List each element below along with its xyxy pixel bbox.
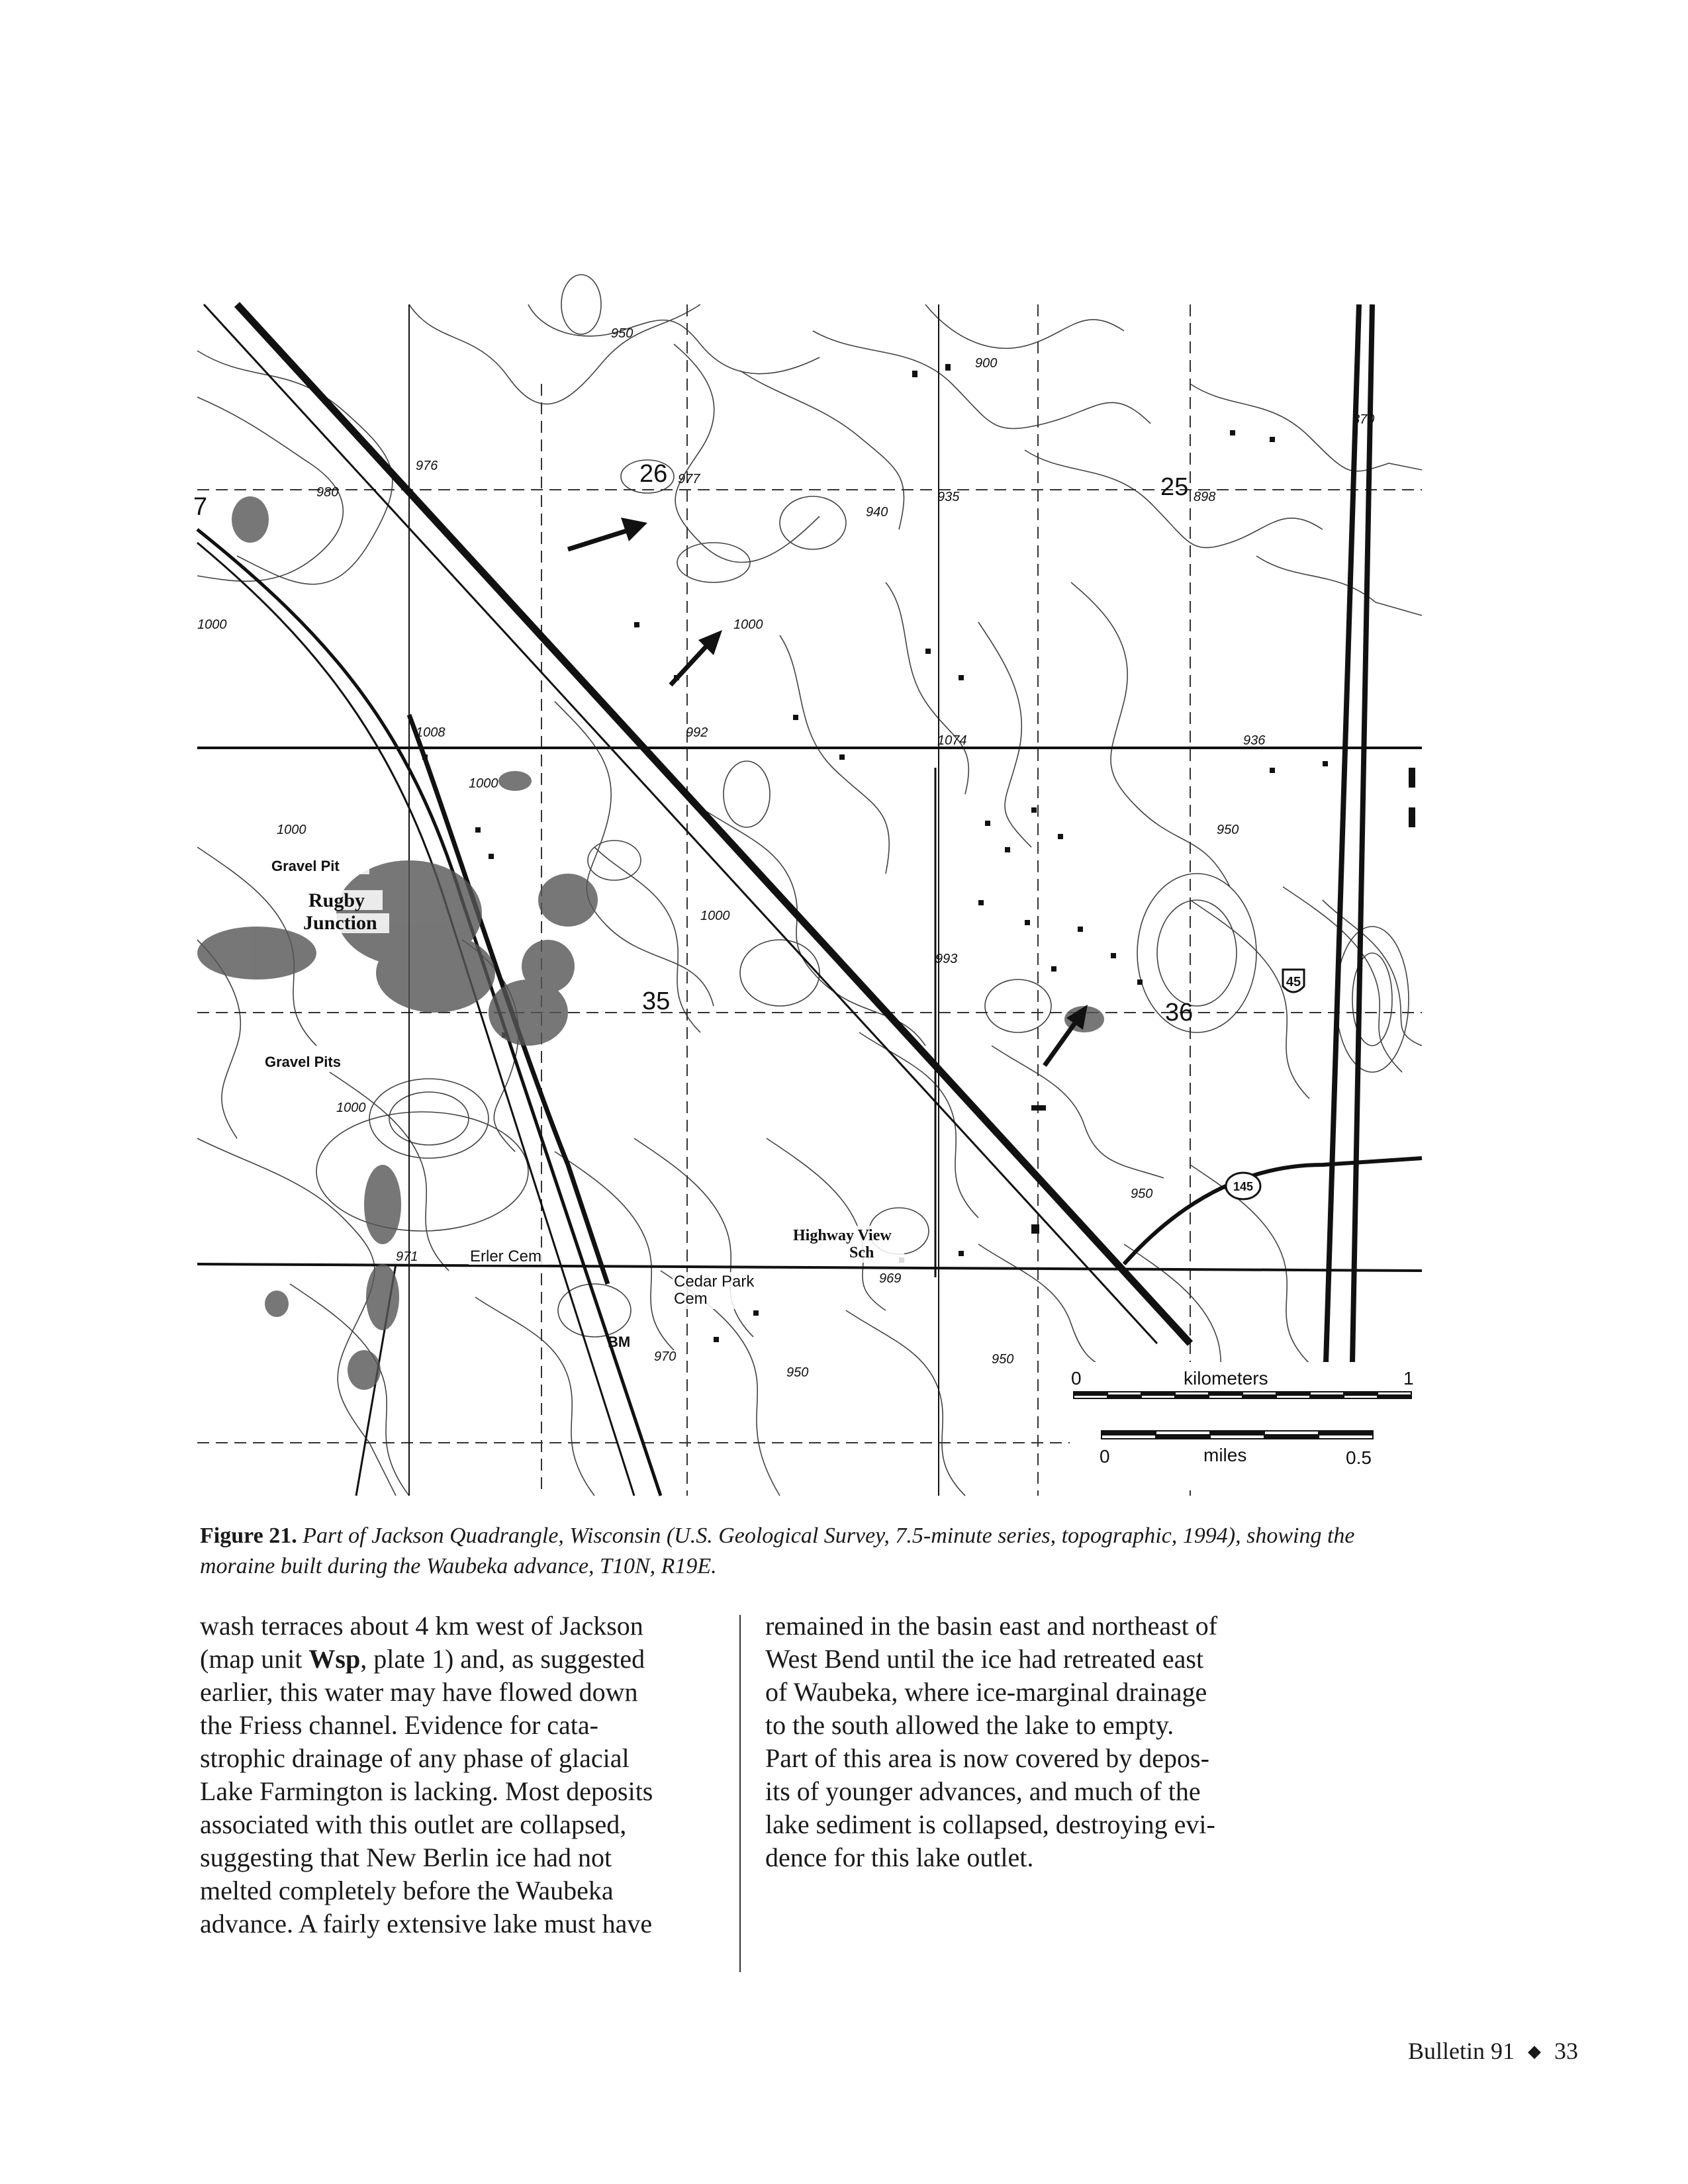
elevation-label: 1008 — [416, 725, 445, 740]
figure-number: Figure 21. — [200, 1524, 297, 1548]
place-label-erler-cem: Erler Cem — [470, 1248, 542, 1265]
elevation-label: 1074 — [937, 733, 967, 748]
map-svg — [193, 304, 1422, 1496]
elevation-label: 977 — [678, 472, 700, 486]
place-label-junction: Junction — [303, 912, 377, 934]
scale-km-label: kilometers — [1184, 1368, 1268, 1388]
elevation-label: 950 — [611, 326, 633, 341]
route-shield-145-label: 145 — [1233, 1180, 1254, 1193]
elevation-label: 936 — [1243, 733, 1266, 748]
section-number-26: 26 — [639, 460, 668, 488]
scale-km-end: 1 — [1403, 1368, 1414, 1388]
scale-mi-label: miles — [1203, 1445, 1247, 1465]
elevation-label: 950 — [786, 1365, 809, 1380]
elevation-label: 976 — [416, 459, 438, 473]
scale-mi-start: 0 — [1100, 1446, 1110, 1467]
elevation-label: 993 — [935, 952, 958, 966]
scale-mi-bar — [1102, 1431, 1373, 1439]
place-label-rugby: Rugby — [308, 889, 365, 911]
elevation-label: 950 — [992, 1352, 1014, 1367]
scale-km-bar — [1074, 1392, 1411, 1398]
place-label-cedar-park: Cedar Park — [674, 1273, 755, 1291]
elevation-label: 992 — [686, 725, 708, 740]
elevation-label: 969 — [879, 1271, 902, 1286]
figure-caption-text: Part of Jackson Quadrangle, Wisconsin (U.S. Geological Survey, 7.5-minute series, topographic, 1994), showing the moraine built during the Waubeka advance, T10N, R19E. — [200, 1524, 1355, 1578]
elevation-label: 898 — [1194, 490, 1216, 504]
elevation-label: 970 — [654, 1349, 677, 1364]
scale-bar — [1070, 1362, 1422, 1488]
body-column-left — [200, 1610, 716, 1940]
section-number-7: 7 — [193, 493, 208, 521]
elevation-label: 950 — [1131, 1187, 1153, 1201]
elevation-label: 980 — [316, 485, 339, 500]
elevation-label: 1000 — [277, 823, 306, 837]
elevation-label: 1000 — [197, 617, 227, 632]
section-number-36: 36 — [1165, 999, 1194, 1026]
place-label-sch: Sch — [849, 1244, 874, 1261]
topographic-map — [193, 304, 1422, 1496]
place-label-gravel-pit: Gravel Pit — [271, 858, 340, 874]
publication-name: Bulletin 91 — [1408, 2038, 1515, 2064]
route-shield-45 — [1283, 970, 1304, 992]
map-unit-code: Wsp — [308, 1644, 361, 1674]
route-shield-45-label: 45 — [1286, 975, 1301, 989]
page-number: 33 — [1554, 2038, 1578, 2064]
elevation-label: 1000 — [336, 1101, 366, 1115]
section-number-35: 35 — [642, 987, 671, 1015]
elevation-label: 1000 — [469, 776, 498, 791]
elevation-label: 950 — [1217, 823, 1239, 837]
elevation-label: 1000 — [700, 909, 730, 923]
place-label-gravel-pits: Gravel Pits — [265, 1054, 341, 1070]
elevation-label: 870 — [1352, 412, 1375, 427]
elevation-label: 1000 — [733, 617, 763, 632]
column-divider — [739, 1615, 741, 1972]
figure-caption — [200, 1521, 1391, 1582]
left-text-after-unit: , plate 1) and, as suggested earlier, this water may have flowed down the Friess channel. Evidence for cata- strophic drainage of any phase of glacial Lake Farmington is lacking. Most deposits associated with this outlet are collapsed, suggesting that New Berlin ice had not melted completely before the Waubeka advance. A fairly extensive lake must have — [200, 1644, 653, 1938]
left-text-before-unit: wash terraces about 4 km west of Jackson (map unit — [200, 1611, 643, 1674]
place-label-highway-view: Highway View — [793, 1227, 892, 1244]
elevation-label: 971 — [396, 1250, 418, 1264]
place-label-cem: Cem — [674, 1290, 708, 1308]
section-number-25: 25 — [1160, 473, 1189, 501]
body-column-right: remained in the basin east and northeast of West Bend until the ice had retreated east of Waubeka, where ice-marginal drainage to the south allowed the lake to empty. Part of this area is now covered by depos- its of younger advances, and much of the lake sediment is collapsed, destroying evi- dence for this lake outlet. — [765, 1611, 1218, 1872]
scale-mi-end: 0.5 — [1346, 1447, 1372, 1468]
elevation-label: 900 — [975, 356, 998, 371]
place-label-bm: BM — [608, 1334, 631, 1350]
diamond-separator-icon: ◆ — [1528, 2042, 1541, 2061]
page-footer — [1408, 2037, 1578, 2065]
elevation-label: 935 — [937, 490, 960, 504]
route-shield-145 — [1226, 1173, 1260, 1199]
elevation-label: 940 — [866, 505, 888, 520]
scale-km-start: 0 — [1071, 1368, 1082, 1388]
